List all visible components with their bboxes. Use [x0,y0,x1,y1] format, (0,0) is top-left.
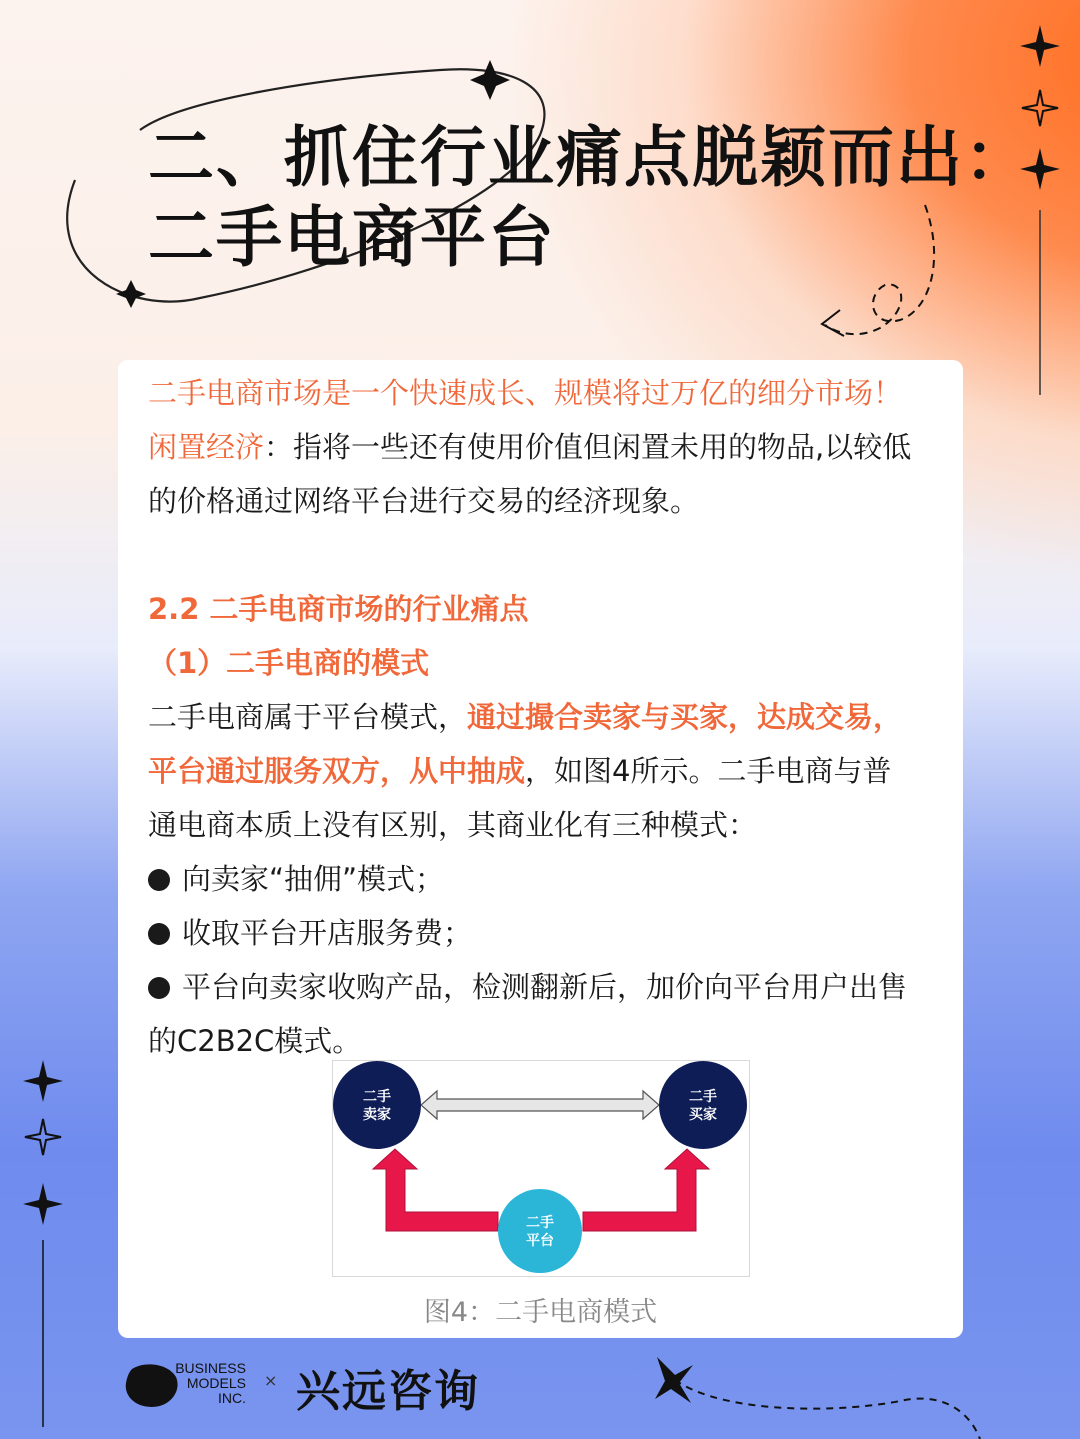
intro-definition-cont: 的价格通过网络平台进行交易的经济现象。 [148,484,700,518]
bullet-text: 平台向卖家收购产品，检测翻新后，加价向平台用户出售 [182,970,908,1004]
intro-headline: 二手电商市场是一个快速成长、规模将过万亿的细分市场！ [148,376,903,410]
bullet-item [148,960,948,1014]
paragraph-line-1 [148,690,948,744]
platform-label-2: 平台 [526,1233,554,1249]
paragraph-highlight: 平台通过服务双方，从中抽成 [148,754,526,788]
bullet-dot-icon [148,923,170,945]
paragraph-line-2 [148,744,948,798]
business-model-diagram [332,1060,750,1277]
paragraph-line-3: 通电商本质上没有区别，其商业化有三种模式： [148,808,758,842]
platform-to-seller-arrow [373,1149,498,1231]
section-block [148,582,948,1068]
section-subheading: （1）二手电商的模式 [148,646,430,680]
seller-label-2: 卖家 [363,1107,391,1123]
bmi-wordmark [174,1361,246,1406]
bmi-logo-icon [124,1361,180,1411]
seller-node [333,1061,421,1149]
bullet-dot-icon [148,977,170,999]
bmi-line-1: BUSINESS [175,1360,246,1376]
paragraph-text: 二手电商属于平台模式， [148,700,468,734]
bullet-text: 向卖家“抽佣”模式； [182,862,445,896]
sparkles-bottom-left-icon [15,1055,75,1435]
diagram-svg [333,1061,749,1276]
paragraph-highlight: 通过撮合卖家与买家，达成交易， [467,700,903,734]
bullet-item-cont: 的C2B2C模式。 [148,1024,362,1058]
intro-block [148,366,948,528]
buyer-label-1: 二手 [689,1089,717,1105]
title-line-1: 二、抓住行业痛点脱颖而出： [148,119,1032,196]
double-arrow-icon [421,1091,659,1119]
page-title [148,118,1032,278]
platform-label-1: 二手 [526,1215,554,1231]
dashed-swoosh-star-icon [645,1355,985,1439]
paragraph-text: ，如图4所示。二手电商与普 [525,754,892,788]
content-card [118,360,963,1338]
bmi-line-3: INC. [218,1390,246,1406]
bmi-line-2: MODELS [186,1375,246,1391]
times-separator: × [264,1371,278,1390]
term-definition: ：指将一些还有使用价值但闲置未用的物品,以较低 [264,430,912,464]
figure-caption: 图4：二手电商模式 [423,1297,658,1328]
buyer-node [659,1061,747,1149]
title-line-2: 二手电商平台 [148,199,556,276]
seller-label-1: 二手 [363,1089,391,1105]
term-label: 闲置经济 [148,430,265,464]
platform-to-buyer-arrow [583,1149,709,1231]
bullet-text: 收取平台开店服务费； [182,916,473,950]
intro-definition [148,420,948,474]
brand-logo: 兴远咨询 [296,1366,480,1417]
buyer-label-2: 买家 [689,1107,717,1123]
section-heading: 2.2 二手电商市场的行业痛点 [148,592,529,626]
bullet-dot-icon [148,869,170,891]
bullet-item [148,852,948,906]
platform-node [498,1189,582,1273]
bullet-item [148,906,948,960]
